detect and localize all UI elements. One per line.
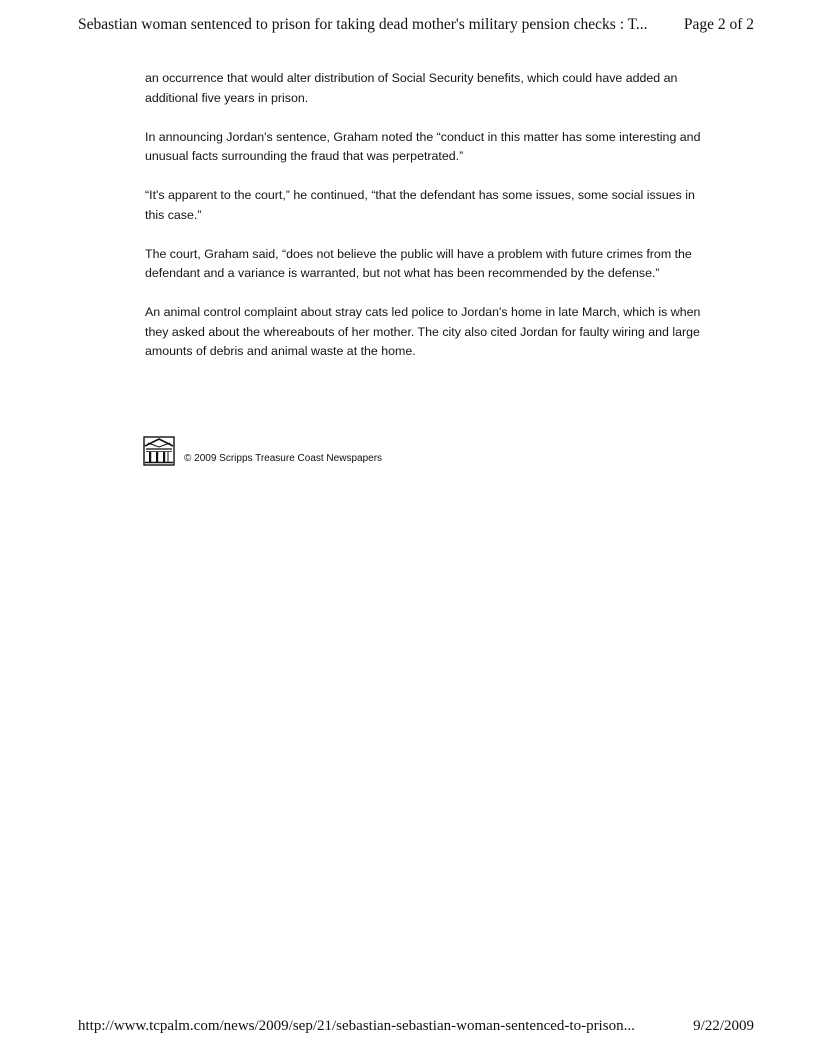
article-body (145, 69, 705, 381)
article-paragraph: “It's apparent to the court,” he continued, “that the defendant has some issues, some social issues in this case.” (145, 188, 695, 222)
source-url: http://www.tcpalm.com/news/2009/sep/21/sebastian-sebastian-woman-sentenced-to-prison... (78, 1018, 635, 1034)
print-date: 9/22/2009 (693, 1018, 754, 1034)
page-indicator: Page 2 of 2 (683, 16, 754, 33)
article-paragraph: An animal control complaint about stray cats led police to Jordan's home in late March, which is when they asked about the whereabouts of her mother. The city also cited Jordan for faulty wiring and large amounts of debris and animal waste at the home. (145, 305, 701, 358)
copyright-text: © 2009 Scripps Treasure Coast Newspapers (184, 453, 383, 464)
page-title: Sebastian woman sentenced to prison for taking dead mother's military pension checks : T... (78, 16, 648, 33)
print-header (78, 14, 754, 36)
print-footer (78, 1015, 754, 1037)
article-paragraph: In announcing Jordan's sentence, Graham noted the “conduct in this matter has some interesting and unusual facts surrounding the fraud that was perpetrated.” (145, 129, 701, 163)
scripps-lighthouse-logo-icon (143, 436, 175, 466)
copyright-block (143, 436, 382, 466)
article-paragraph: The court, Graham said, “does not believe the public will have a problem with future crimes from the defendant and a variance is warranted, but not what has been recommended by the defense.” (145, 246, 692, 280)
article-paragraph: an occurrence that would alter distribution of Social Security benefits, which could have added an additional five years in prison. (145, 71, 678, 105)
